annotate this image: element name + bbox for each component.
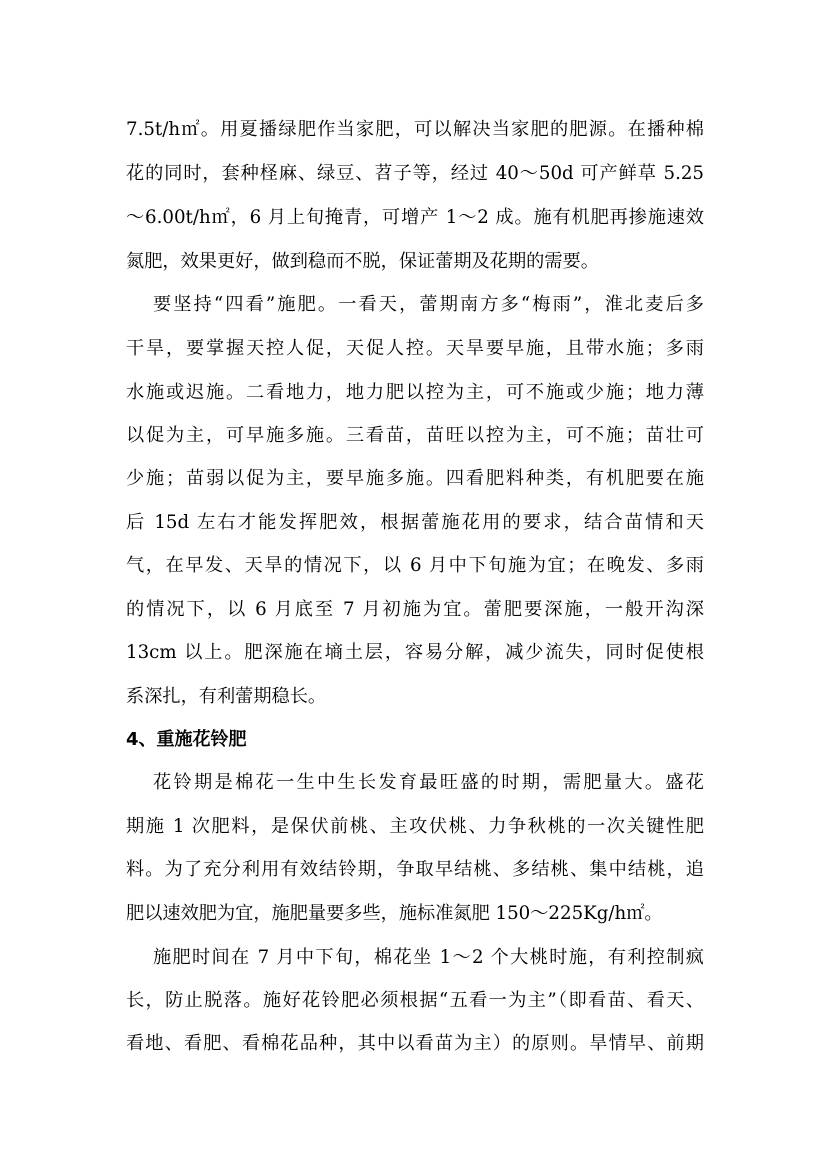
paragraph-line: 少施；苗弱以促为主，要早施多施。四看肥料种类，有机肥要在施 bbox=[126, 468, 704, 489]
paragraph-line: 施肥时间在 7 月中下旬，棉花坐 1～2 个大桃时施，有利控制疯 bbox=[153, 947, 704, 968]
paragraph-line: 期施 1 次肥料，是保伏前桃、主攻伏桃、力争秋桃的一次关键性肥 bbox=[126, 816, 704, 837]
paragraph-line: 后 15d 左右才能发挥肥效，根据蕾施花用的要求，结合苗情和天 bbox=[126, 512, 704, 533]
paragraph-line: ～6.00t/h㎡，6 月上旬掩青，可增产 1～2 成。施有机肥再掺施速效 bbox=[126, 207, 704, 228]
paragraph-line: 系深扎，有利蕾期稳长。 bbox=[126, 686, 327, 707]
paragraph-line: 水施或迟施。二看地力，地力肥以控为主，可不施或少施；地力薄 bbox=[126, 382, 704, 403]
paragraph-line: 看地、看肥、看棉花品种，其中以看苗为主）的原则。旱情早、前期 bbox=[126, 1033, 704, 1054]
paragraph-line: 氮肥，效果更好，做到稳而不脱，保证蕾期及花期的需要。 bbox=[126, 251, 599, 272]
paragraph-line: 肥以速效肥为宜，施肥量要多些，施标准氮肥 150～225Kg/h㎡。 bbox=[126, 903, 663, 924]
paragraph-line: 要坚持“四看”施肥。一看天，蕾期南方多“梅雨”，淮北麦后多 bbox=[153, 294, 704, 315]
paragraph-line: 花的同时，套种柽麻、绿豆、苕子等，经过 40～50d 可产鲜草 5.25 bbox=[126, 163, 704, 184]
section-heading: 4、重施花铃肥 bbox=[126, 729, 247, 750]
paragraph-line: 的情况下，以 6 月底至 7 月初施为宜。蕾肥要深施，一般开沟深 bbox=[126, 599, 704, 620]
paragraph-line: 花铃期是棉花一生中生长发育最旺盛的时期，需肥量大。盛花 bbox=[153, 772, 704, 793]
paragraph-line: 干旱，要掌握天控人促，天促人控。天旱要早施，且带水施；多雨 bbox=[126, 338, 704, 359]
paragraph-line: 气，在早发、天旱的情况下，以 6 月中下旬施为宜；在晚发、多雨 bbox=[126, 555, 704, 576]
paragraph-line: 13cm 以上。肥深施在墒土层，容易分解，减少流失，同时促使根 bbox=[126, 642, 704, 663]
paragraph-line: 料。为了充分利用有效结铃期，争取早结桃、多结桃、集中结桃，追 bbox=[126, 859, 704, 880]
paragraph-line: 7.5t/h㎡。用夏播绿肥作当家肥，可以解决当家肥的肥源。在播种棉 bbox=[126, 119, 704, 140]
paragraph-line: 长，防止脱落。施好花铃肥必须根据“五看一为主”（即看苗、看天、 bbox=[126, 990, 704, 1011]
paragraph-line: 以促为主，可早施多施。三看苗，苗旺以控为主，可不施；苗壮可 bbox=[126, 425, 704, 446]
